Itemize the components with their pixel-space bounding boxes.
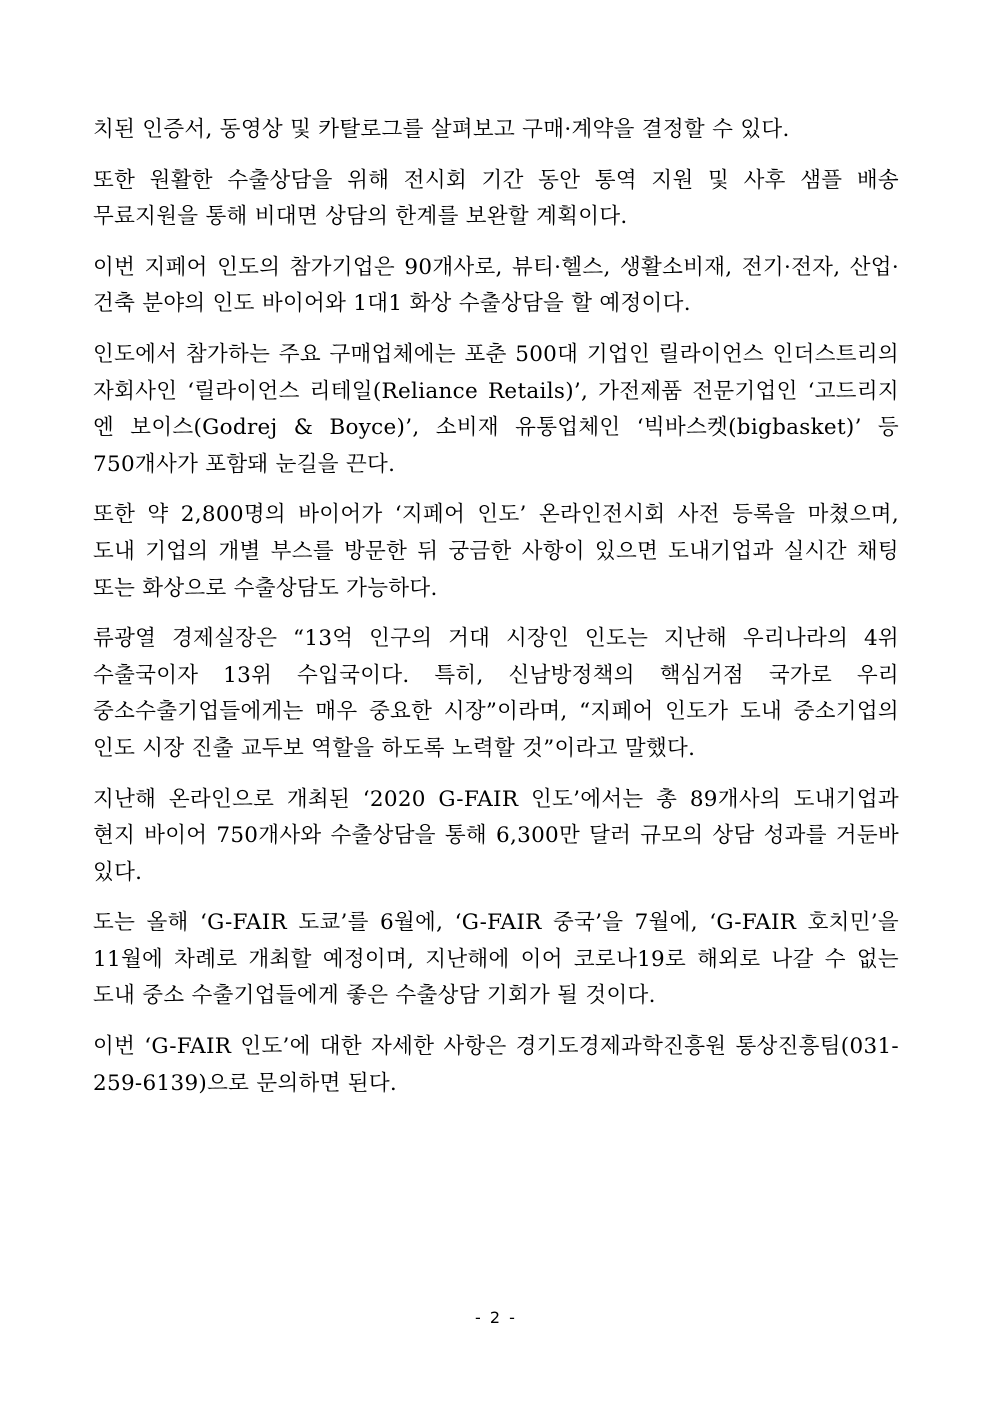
paragraph-8: 도는 올해 ‘G-FAIR 도쿄’를 6월에, ‘G-FAIR 중국’을 7월에, ‘G-FAIR 호치민’을 11월에 차례로 개최할 예정이며, 지난해에 이어 코로나19로 해외로 나갈 수 없는 도내 중소 수출기업들에게 좋은 수출상담 기회가 될 것이다.	[93, 910, 899, 1009]
document-body	[93, 112, 899, 1116]
paragraph-2: 또한 원활한 수출상담을 위해 전시회 기간 동안 통역 지원 및 사후 샘플 배송 무료지원을 통해 비대면 상담의 한계를 보완할 계획이다.	[93, 167, 899, 230]
paragraph-7: 지난해 온라인으로 개최된 ‘2020 G-FAIR 인도’에서는 총 89개사의 도내기업과 현지 바이어 750개사와 수출상담을 통해 6,300만 달러 규모의 상담 성과를 거둔바 있다.	[93, 786, 899, 885]
paragraph-5: 또한 약 2,800명의 바이어가 ‘지페어 인도’ 온라인전시회 사전 등록을 마쳤으며, 도내 기업의 개별 부스를 방문한 뒤 궁금한 사항이 있으면 도내기업과 실시간 채팅 또는 화상으로 수출상담도 가능하다.	[93, 502, 899, 601]
paragraph-9: 이번 ‘G-FAIR 인도’에 대한 자세한 사항은 경기도경제과학진흥원 통상진흥팀(031-259-6139)으로 문의하면 된다.	[93, 1034, 899, 1096]
paragraph-1: 치된 인증서, 동영상 및 카탈로그를 살펴보고 구매·계약을 결정할 수 있다.	[93, 117, 790, 142]
paragraph-6: 류광열 경제실장은 “13억 인구의 거대 시장인 인도는 지난해 우리나라의 4위 수출국이자 13위 수입국이다. 특히, 신남방정책의 핵심거점 국가로 우리 중소수출기업들에게는 매우 중요한 시장”이라며, “지페어 인도가 도내 중소기업의 인도 시장 진출 교두보 역할을 하도록 노력할 것”이라고 말했다.	[93, 626, 899, 761]
page-number: - 2 -	[475, 1308, 517, 1327]
paragraph-3: 이번 지페어 인도의 참가기업은 90개사로, 뷰티·헬스, 생활소비재, 전기·전자, 산업·건축 분야의 인도 바이어와 1대1 화상 수출상담을 할 예정이다.	[93, 254, 899, 317]
paragraph-4: 인도에서 참가하는 주요 구매업체에는 포춘 500대 기업인 릴라이언스 인더스트리의 자회사인 ‘릴라이언스 리테일(Reliance Retails)’, 가전제품 전문기업인 ‘고드리지 엔 보이스(Godrej & Boyce)’, 소비재 유통업체인 ‘빅바스켓(bigbasket)’ 등 750개사가 포함돼 눈길을 끈다.	[93, 341, 899, 477]
